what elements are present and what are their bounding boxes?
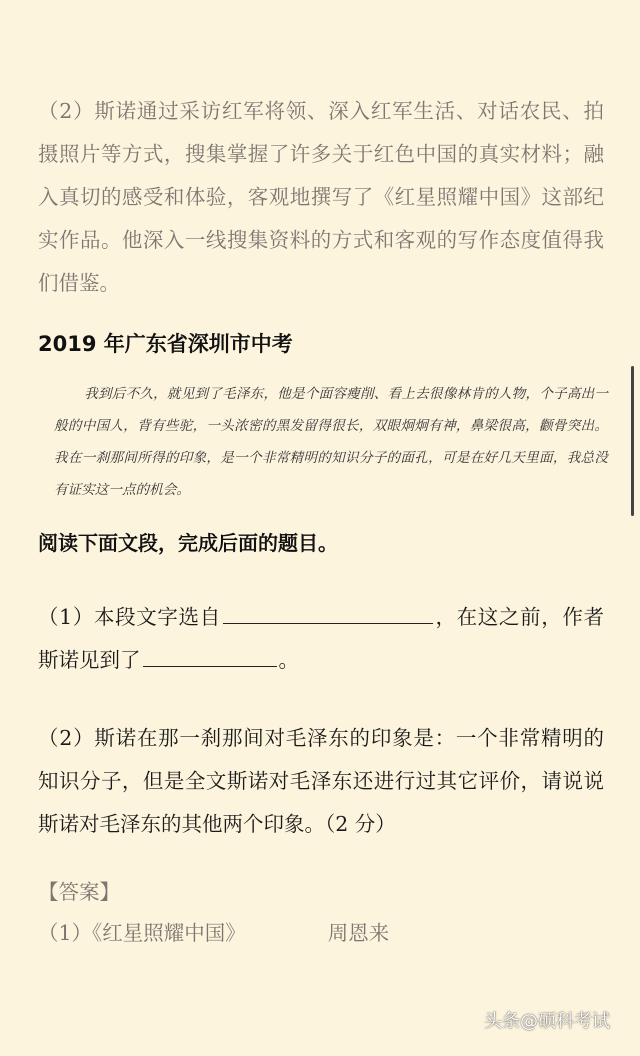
answer-line-1: [38, 913, 604, 953]
question-1-middle: ，在这之前，作者斯诺见到了: [38, 605, 604, 672]
answer-book: 《红星照耀中国》: [92, 921, 246, 945]
reading-instruction: 阅读下面文段，完成后面的题目。: [38, 531, 338, 555]
watermark: 头条@硕科考试: [484, 1011, 610, 1032]
excerpt-text: 我到后不久，就见到了毛泽东，他是个面容瘦削、看上去很像林肯的人物，个子高出一般的中国人，背有些驼，一头浓密的黑发留得很长，双眼炯炯有神，鼻梁很高，颧骨突出。我在一刹那间所得的印象，是一个非常精明的知识分子的面孔，可是在好几天里面，我总没有证实这一点的机会。: [54, 386, 608, 498]
answer-label: （1）: [38, 921, 93, 945]
exam-title: 2019 年广东省深圳市中考: [38, 332, 293, 356]
answer-heading: 【答案】: [38, 880, 120, 904]
previous-answer-paragraph: （2）斯诺通过采访红军将领、深入红军生活、对话农民、拍摄照片等方式，搜集掌握了许多关于红色中国的真实材料；融入真切的感受和体验，客观地撰写了《红星照耀中国》这部纪实作品。他深入一线搜集资料的方式和客观的写作态度值得我们借鉴。: [38, 99, 604, 295]
scrollbar[interactable]: [631, 366, 634, 516]
excerpt-image-text: [54, 378, 608, 506]
answer-blank-book: [223, 599, 433, 624]
question-2: （2）斯诺在那一刹那间对毛泽东的印象是：一个非常精明的知识分子，但是全文斯诺对毛泽东还进行过其它评价，请说说斯诺对毛泽东的其他两个印象。（2 分）: [38, 726, 604, 836]
answer-person: 周恩来: [327, 921, 390, 945]
question-1: [38, 596, 604, 682]
question-1-prefix: （1）本段文字选自: [38, 605, 221, 629]
question-1-suffix: 。: [278, 648, 299, 672]
answer-blank-person: [143, 642, 277, 667]
